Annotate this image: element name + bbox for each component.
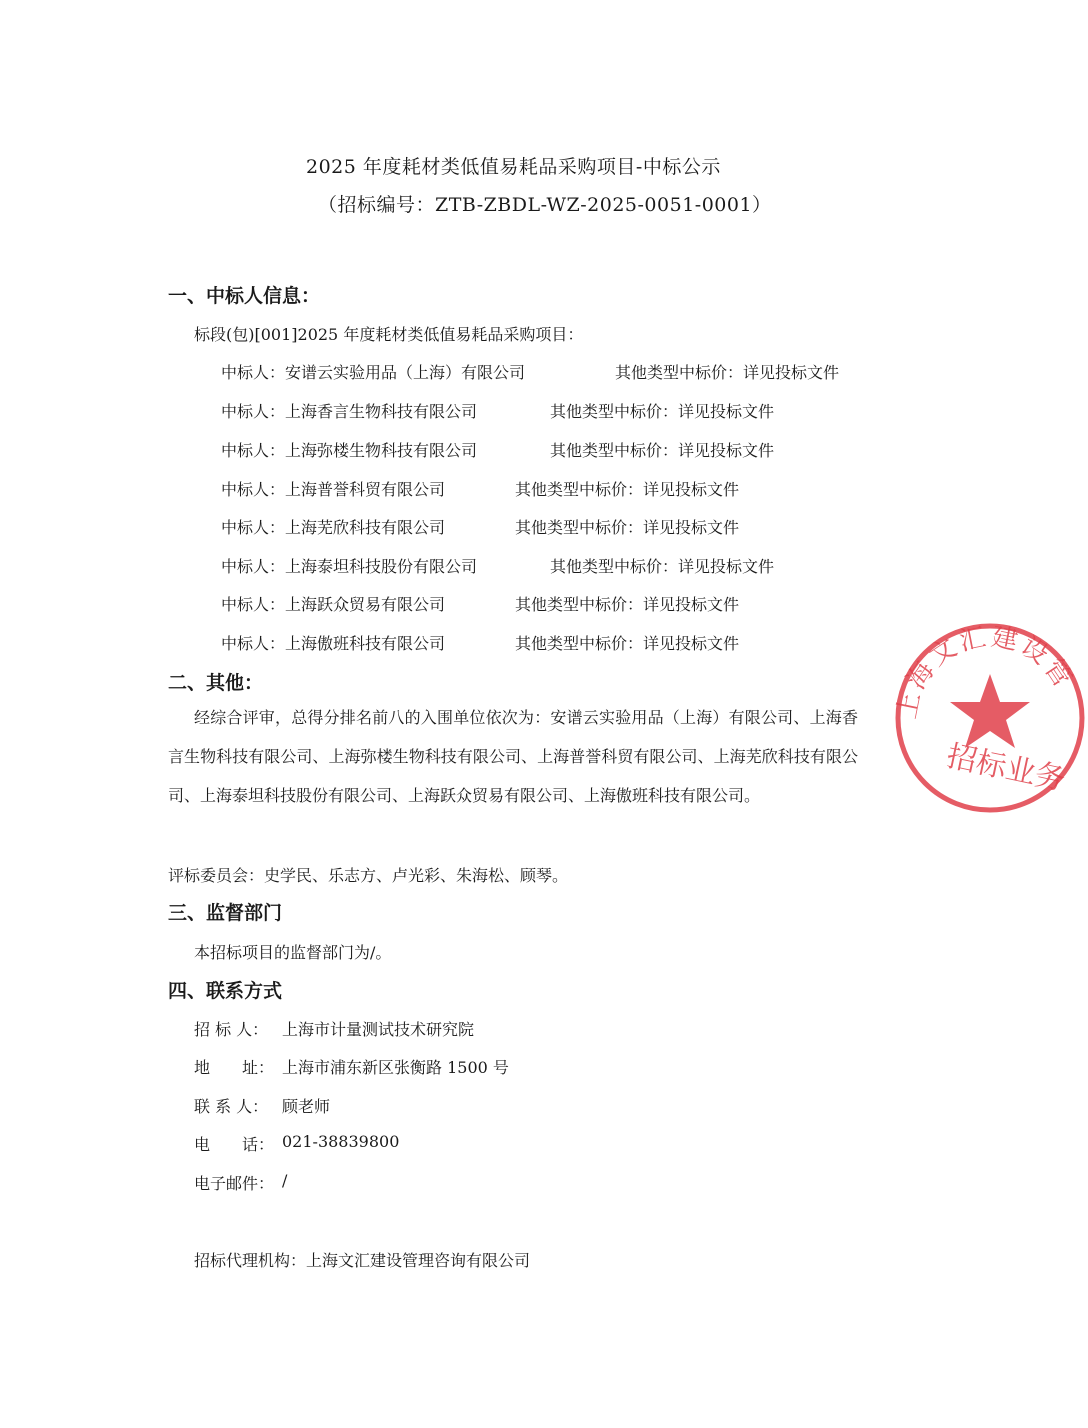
winner-price: 其他类型中标价：详见投标文件 <box>515 634 740 653</box>
winner-price: 其他类型中标价：详见投标文件 <box>550 402 775 421</box>
winner-price: 其他类型中标价：详见投标文件 <box>615 363 840 382</box>
contact-value: 021-38839800 <box>282 1132 400 1151</box>
contact-label: 电 话： <box>194 1135 275 1154</box>
company-seal <box>888 616 1088 816</box>
winner-name: 中标人：上海傲班科技有限公司 <box>221 634 446 653</box>
seal-text-top: 上海文汇建设管 <box>892 622 1079 722</box>
supervision-text: 本招标项目的监督部门为/。 <box>194 943 392 962</box>
contact-value: 上海市计量测试技术研究院 <box>282 1020 475 1039</box>
winner-price: 其他类型中标价：详见投标文件 <box>515 595 740 614</box>
winner-name: 中标人：上海芜欣科技有限公司 <box>221 518 446 537</box>
section-heading-supervision: 三、监督部门 <box>168 902 283 924</box>
winner-price: 其他类型中标价：详见投标文件 <box>550 557 775 576</box>
seal-star-icon <box>950 674 1030 748</box>
winner-price: 其他类型中标价：详见投标文件 <box>515 518 740 537</box>
contact-label: 招 标 人： <box>194 1020 269 1039</box>
section-heading-winners: 一、中标人信息： <box>168 285 321 307</box>
winner-name: 中标人：上海跃众贸易有限公司 <box>221 595 446 614</box>
winner-name: 中标人：上海泰坦科技股份有限公司 <box>221 557 478 576</box>
winner-name: 中标人：上海香言生物科技有限公司 <box>221 402 478 421</box>
contact-value: / <box>282 1171 288 1190</box>
contact-label: 联 系 人： <box>194 1097 269 1116</box>
contact-label: 电子邮件： <box>194 1174 275 1193</box>
winner-name: 中标人：上海普誉科贸有限公司 <box>221 480 446 499</box>
ranking-paragraph: 经综合评审，总得分排名前八的入围单位依次为：安谱云实验用品（上海）有限公司、上海香言生物科技有限公司、上海弥楼生物科技有限公司、上海普誉科贸有限公司、上海芜欣科技有限公司、上海泰坦科技股份有限公司、上海跃众贸易有限公司、上海傲班科技有限公司。 <box>168 708 858 805</box>
agency-line: 招标代理机构：上海文汇建设管理咨询有限公司 <box>194 1251 531 1270</box>
seal-text-bottom: 招标业务 <box>943 738 1069 798</box>
committee-line: 评标委员会：史学民、乐志方、卢光彩、朱海松、顾琴。 <box>168 866 569 885</box>
contact-label: 地 址： <box>194 1058 275 1077</box>
winner-price: 其他类型中标价：详见投标文件 <box>515 480 740 499</box>
contact-value: 顾老师 <box>282 1097 331 1116</box>
section-heading-other: 二、其他： <box>168 672 264 694</box>
lot-label: 标段(包)[001]2025 年度耗材类低值易耗品采购项目： <box>194 325 584 344</box>
page-title: 2025 年度耗材类低值易耗品采购项目-中标公示 <box>306 156 721 178</box>
contact-value: 上海市浦东新区张衡路 1500 号 <box>282 1058 509 1077</box>
winner-name: 中标人：上海弥楼生物科技有限公司 <box>221 441 478 460</box>
winner-name: 中标人：安谱云实验用品（上海）有限公司 <box>221 363 526 382</box>
tender-code: （招标编号：ZTB-ZBDL-WZ-2025-0051-0001） <box>318 194 772 216</box>
winner-price: 其他类型中标价：详见投标文件 <box>550 441 775 460</box>
section-heading-contact: 四、联系方式 <box>168 980 283 1002</box>
